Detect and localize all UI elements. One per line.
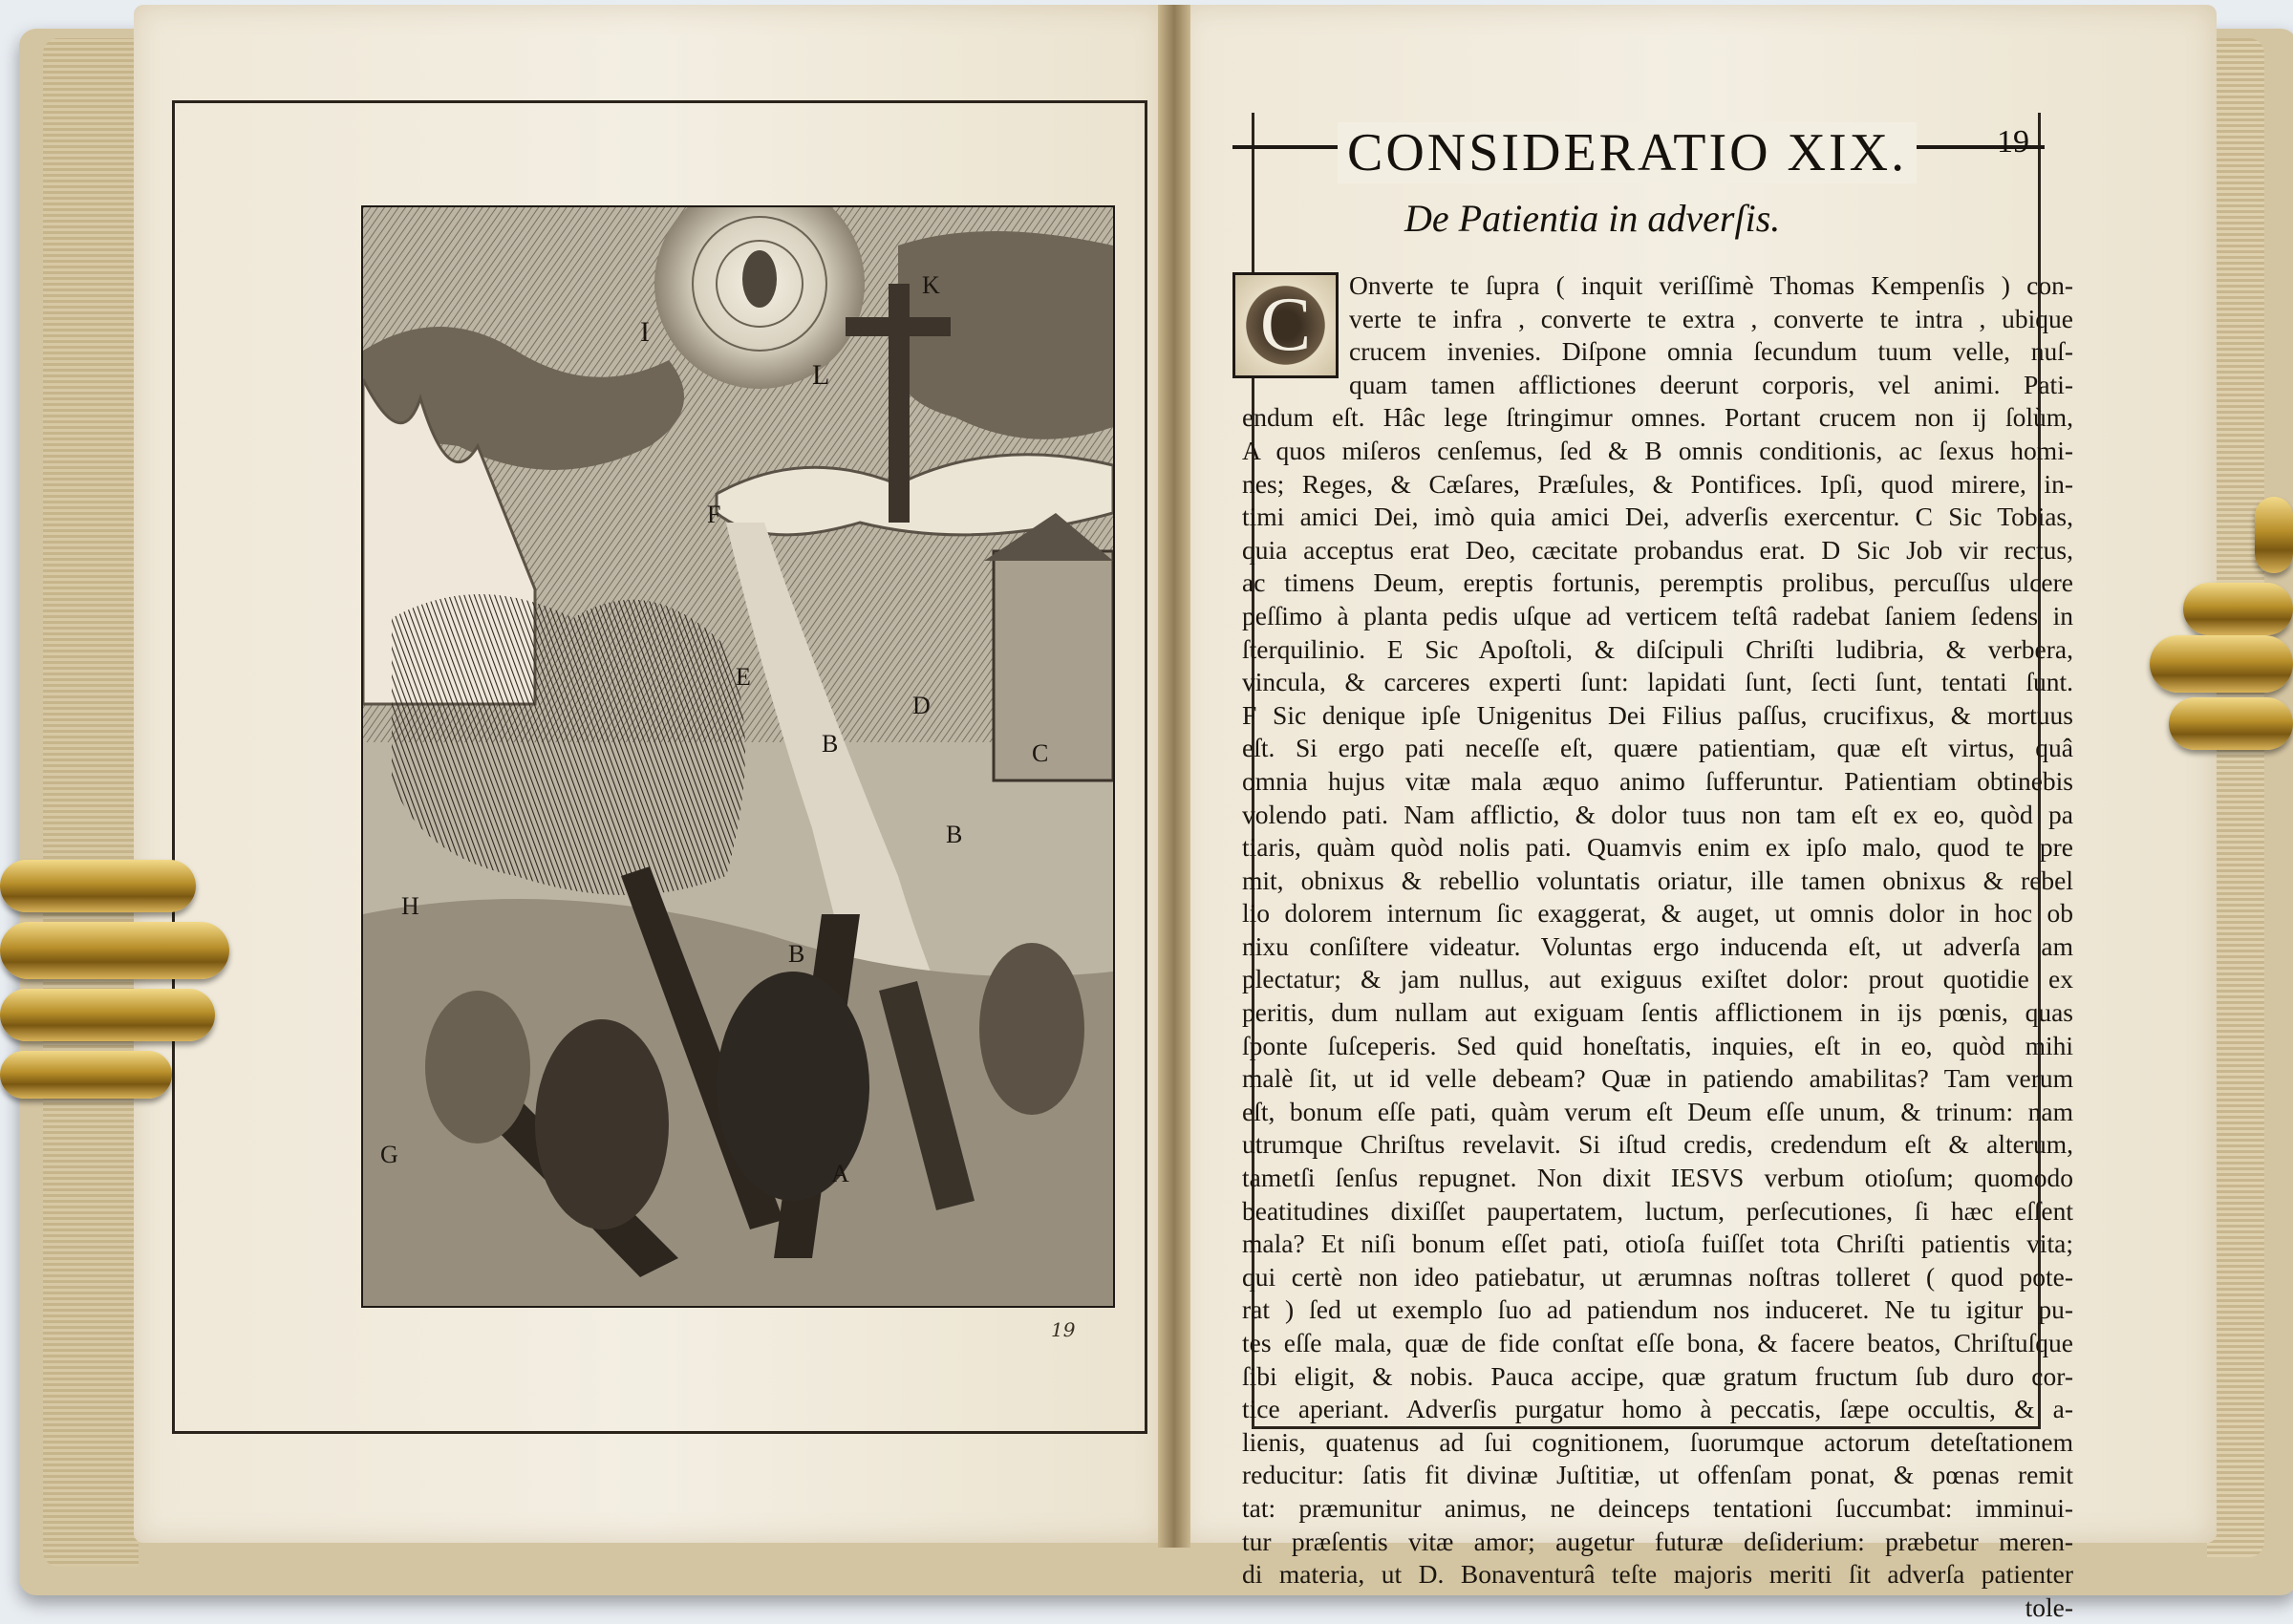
engraving-letter-l: L xyxy=(812,359,830,391)
text-line: lio dolorem internum ſic exaggerat, & auget, ut omnis dolor in hoc ob xyxy=(1242,898,2073,929)
text-line: tat: præmunitur animus, ne deinceps tentationi ſuccumbat: imminui- xyxy=(1242,1492,2073,1523)
brass-clip xyxy=(2183,583,2293,635)
text-line: omnia hujus vitæ mala æquo animo ſufferuntur. Patientiam obtinebis xyxy=(1242,765,2073,796)
text-line: nixu conſiſtere videatur. Voluntas ergo inducenda eſt, ut adverſa am xyxy=(1242,930,2073,961)
text-line: tes eſſe mala, quæ de fide conſtat eſſe bona, & facere beatos, Chriſtuſque xyxy=(1242,1328,2073,1357)
text-line: peritis, dum nullam aut exiguam ſentis afflictionem in ijs pœnis, quas xyxy=(1242,997,2073,1028)
brass-clip xyxy=(0,1051,172,1099)
brass-clip xyxy=(2255,497,2293,573)
plate-number: 19 xyxy=(1051,1318,1076,1341)
text-line: ac timens Deum, ereptis fortunis, peremptis prolibus, percuſſus ulcere xyxy=(1242,567,2073,598)
brass-clip xyxy=(0,860,196,912)
text-line: ſponte ſuſceperis. Sed quid honeſtatis, inquies, eſt in eo, quòd mihi xyxy=(1242,1030,2073,1060)
engraving-letter-c: C xyxy=(1032,739,1049,767)
book-gutter xyxy=(1158,5,1190,1548)
text-line: ſterquilinio. E Sic Apoſtoli, & diſcipuli Chriſti ludibria, & verbera, xyxy=(1242,633,2073,664)
text-line: verte te infra , converte te extra , converte te intra , ubique xyxy=(1349,303,2073,333)
brass-clip xyxy=(2150,635,2293,693)
engraving-letter-b3: B xyxy=(788,940,805,968)
pilgrim-figure xyxy=(535,1019,669,1229)
engraving-letter-b1: B xyxy=(822,730,839,758)
text-line: utrumque Chriſtus revelavit. Si iſtud credis, credendum eſt & alterum, xyxy=(1242,1129,2073,1160)
engraving-letter-d: D xyxy=(912,692,931,719)
text-line: eſt, bonum eſſe pati, quàm verum eſt Deum eſſe unum, & trinum: nam xyxy=(1242,1096,2073,1126)
engraving-letter-b2: B xyxy=(946,821,963,848)
text-line: di materia, ut D. Bonaventurâ teſte majoris meriti ſit adverſa patienter xyxy=(1242,1559,2073,1590)
text-line: peſſimo à planta pedis uſque ad verticem teſtâ radebat ſaniem ſedens in xyxy=(1242,600,2073,630)
text-line: F Sic denique ipſe Unigenitus Dei Filius paſſus, crucifixus, & mortuus xyxy=(1242,699,2073,730)
text-line: A quos miſeros cenſemus, ſed & B omnis conditionis, ac ſexus homi- xyxy=(1242,435,2073,465)
engraving-letter-i: I xyxy=(640,316,650,348)
text-line: volendo pati. Nam afflictio, & dolor tuus non tam eſt ex eo, quòd pa xyxy=(1242,799,2073,829)
brass-clip xyxy=(0,922,229,979)
text-line: tole- xyxy=(2025,1592,2073,1622)
text-line: mala? Et niſi bonum eſſet pati, otioſa fuiſſet tota Chriſti patientis vita; xyxy=(1242,1229,2073,1259)
brass-clip xyxy=(0,989,215,1041)
text-line: quam tamen afflictiones deerunt corporis, vel animi. Pati- xyxy=(1349,369,2073,399)
text-line: beatitudines dixiſſet paupertatem, luctum, perſecutiones, ſi hæc eſſent xyxy=(1242,1195,2073,1226)
engraving-svg xyxy=(363,207,1113,1306)
text-line: tur præſentis vitæ amor; augetur futuræ deſiderium: præbetur meren- xyxy=(1242,1526,2073,1556)
text-line: crucem invenies. Diſpone omnia ſecundum tuum velle, nuſ- xyxy=(1349,336,2073,367)
engraving-letter-a: A xyxy=(831,1160,849,1187)
engraving-illustration xyxy=(361,205,1115,1308)
engraving-letter-e: E xyxy=(736,663,751,691)
engraving-letter-g: G xyxy=(380,1141,398,1168)
page-edges-left xyxy=(43,38,139,1567)
body-text xyxy=(1242,269,2073,1624)
brass-clip xyxy=(2169,697,2293,750)
text-line: endum eſt. Hâc lege ſtringimur omnes. Portant crucem non ij ſolùm, xyxy=(1242,402,2073,433)
page-subtitle: De Patientia in adverſis. xyxy=(1404,197,1781,240)
text-line: ſibi eligit, & nobis. Pauca accipe, quæ gratum fructum ſub duro cor- xyxy=(1242,1360,2073,1391)
text-line: tiaris, quàm quòd nolis pati. Quamvis enim ex ipſo malo, quod te pre xyxy=(1242,832,2073,863)
text-line: nes; Reges, & Cæſares, Præſules, & Pontifices. Ipſi, quod mirere, in- xyxy=(1242,468,2073,499)
text-line: tice aperiant. Adverſis purgatur homo à peccatis, ſæpe occultis, & a- xyxy=(1242,1394,2073,1424)
text-line: eſt. Si ergo pati neceſſe eſt, quære patientiam, quæ eſt virtus, quâ xyxy=(1242,733,2073,763)
text-line: plectatur; & jam nullus, aut exiguus exiſtet dolor: prout quotidie ex xyxy=(1242,964,2073,994)
engraving-letter-h: H xyxy=(401,892,419,920)
text-line: vincula, & carceres experti ſunt: lapidati ſunt, ſecti ſunt, tentati ſunt. xyxy=(1242,667,2073,697)
text-line: lienis, quatenus ad ſui cognitionem, ſuorumque actorum deteſtationem xyxy=(1242,1426,2073,1457)
folio-number: 19 xyxy=(1997,124,2029,160)
text-line: malè ſit, ut id velle debeam? Quæ in patiendo amabilitas? Tam verum xyxy=(1242,1063,2073,1094)
text-line: quia acceptus erat Deo, cæcitate probandus erat. D Sic Job vir rectus, xyxy=(1242,534,2073,565)
text-line: timi amici Dei, imò quia amici Dei, adverſis exercentur. C Sic Tobias, xyxy=(1242,502,2073,532)
text-line: tametſi ſenſus repugnet. Non dixit IESVS verbum otioſum; quomodo xyxy=(1242,1163,2073,1193)
engraving-letter-f: F xyxy=(707,501,721,528)
text-line: qui certè non ideo patiebatur, ut ærumnas noſtras tolleret ( quod pote- xyxy=(1242,1261,2073,1292)
dropcap-initial: C xyxy=(1232,272,1339,378)
engraving-letter-k: K xyxy=(922,271,940,299)
page-title: CONSIDERATIO XIX. xyxy=(1338,122,1917,183)
text-line: Onverte te ſupra ( inquit veriſſimè Thomas Kempenſis ) con- xyxy=(1349,270,2073,300)
text-line: rat ) ſed ut exemplo ſuo ad patiendum nos induceret. Ne tu igitur pu- xyxy=(1242,1294,2073,1325)
text-line: reducitur: ſatis fit divinæ Juſtitiæ, ut offenſam ponat, & pœnas remit xyxy=(1242,1460,2073,1490)
tower xyxy=(994,551,1113,780)
text-line: mit, obnixus & rebellio voluntatis oriatur, ille tamen obnixus & rebel xyxy=(1242,865,2073,895)
